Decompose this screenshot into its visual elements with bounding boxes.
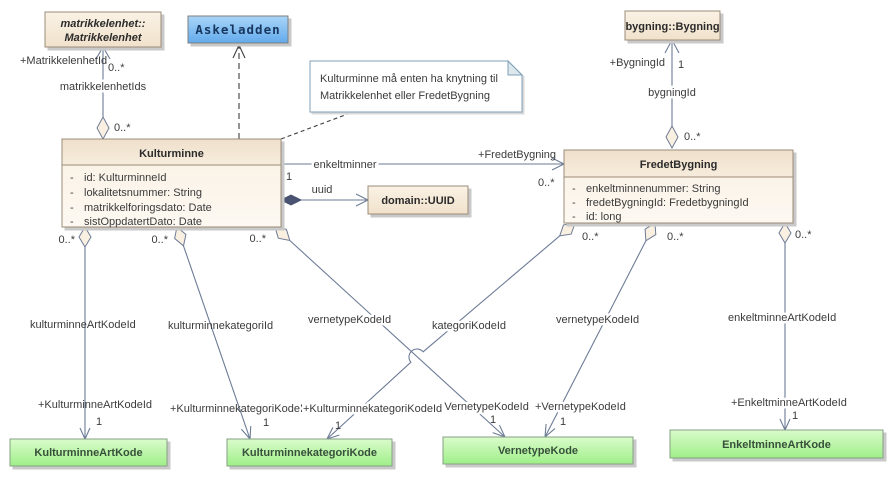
attribute-visibility: -: [572, 183, 576, 195]
class-name-line1: matrikkelenhet::: [60, 18, 146, 30]
role-label: +KulturminneArtKodeId: [38, 399, 153, 411]
class-name: KulturminneArtKode: [34, 447, 143, 459]
edge-name-label: vernetypeKodeId: [556, 314, 640, 326]
multiplicity-label: 1: [678, 59, 685, 71]
class-name: Kulturminne: [139, 148, 204, 160]
aggregation-diamond-icon: [275, 227, 290, 241]
aggregation-diamond-icon: [666, 126, 678, 148]
role-label: +KulturminnekategoriKodeId: [303, 403, 443, 415]
aggregation-diamond-icon: [97, 117, 109, 139]
class-name: EnkeltminneArtKode: [722, 439, 831, 451]
class-name: KulturminnekategoriKode: [241, 447, 378, 459]
attribute-visibility: -: [572, 211, 576, 223]
open-arrowhead-icon: [545, 424, 555, 437]
class-name: domain::UUID: [381, 195, 455, 207]
edge-kulturminneart: [30, 227, 152, 439]
attribute-visibility: -: [70, 172, 74, 184]
note-box[interactable]: [310, 61, 522, 112]
role-label: +VernetypeKodeId: [535, 401, 626, 413]
note-text-line1: Kulturminne må enten ha knytning til: [320, 73, 498, 85]
multiplicity-label: 0..*: [114, 122, 131, 134]
class-uuid[interactable]: [368, 186, 468, 214]
composition-diamond-icon: [281, 195, 301, 205]
role-label: +EnkeltminneArtKodeId: [731, 397, 847, 409]
multiplicity-label: 0..*: [667, 231, 684, 243]
multiplicity-label: 1: [335, 420, 342, 432]
aggregation-diamond-icon: [645, 223, 656, 241]
multiplicity-label: 0..*: [538, 177, 555, 189]
role-label: +FredetBygning: [478, 149, 556, 161]
note-text-line2: Matrikkelenhet eller FredetBygning: [320, 90, 490, 102]
class-matrikkelenhet[interactable]: [45, 12, 161, 47]
edge-vernetype-fredetbygning: [535, 223, 684, 437]
multiplicity-label: 1: [286, 171, 293, 183]
class-name: FredetBygning: [639, 159, 718, 171]
class-enkeltminneartkode[interactable]: [670, 430, 883, 458]
edge-name-label: kategoriKodeId: [432, 320, 506, 332]
node-label: Askeladden: [195, 22, 281, 37]
class-name: bygning::Bygning: [625, 21, 720, 33]
connector-line: [281, 112, 353, 139]
class-bygning[interactable]: [625, 11, 720, 40]
edge-name-label: enkeltminneArtKodeId: [728, 312, 837, 324]
attribute: fredetBygningId: FredetbygningId: [586, 197, 749, 209]
edge-name-label: vernetypeKodeId: [308, 314, 392, 326]
multiplicity-label: 0..*: [58, 234, 75, 246]
attribute: id: KulturminneId: [84, 172, 167, 184]
attribute-visibility: -: [572, 197, 576, 209]
node-askeladden[interactable]: [188, 16, 288, 43]
edge-name-label: uuid: [311, 184, 333, 196]
class-kulturminnekategorikode[interactable]: [227, 439, 392, 466]
class-kulturminneartkode[interactable]: [10, 439, 167, 466]
multiplicity-label: 1: [96, 416, 103, 428]
class-vernetypekode[interactable]: [443, 437, 633, 464]
class-kulturminne[interactable]: [62, 139, 281, 228]
edge-name-label: bygningId: [648, 87, 696, 99]
edge-kulturminnekategori: [151, 227, 309, 439]
attribute-visibility: -: [70, 216, 74, 228]
multiplicity-label: 1: [560, 416, 567, 428]
attribute-visibility: -: [70, 187, 74, 199]
attribute: matrikkelforingsdato: Date: [84, 202, 212, 214]
multiplicity-label: 1: [263, 417, 270, 429]
attribute: sistOppdatertDato: Date: [84, 216, 203, 228]
class-name: VernetypeKode: [497, 445, 579, 457]
edge-askeladden-dependency: [233, 45, 245, 139]
multiplicity-label: 1: [490, 414, 497, 426]
multiplicity-label: 0..*: [151, 234, 168, 246]
role-label: +VernetypeKodeId: [438, 401, 529, 413]
edge-uuid: [281, 184, 368, 206]
multiplicity-label: 1: [792, 410, 799, 422]
aggregation-diamond-icon: [79, 227, 91, 247]
multiplicity-label: 0..*: [684, 131, 701, 143]
multiplicity-label: 0..*: [108, 62, 125, 74]
note[interactable]: [310, 61, 522, 112]
edge-note-link: [281, 112, 353, 139]
multiplicity-label: 0..*: [249, 233, 266, 245]
note-fold-icon: [508, 61, 522, 75]
attribute: lokalitetsnummer: String: [84, 187, 202, 199]
aggregation-diamond-icon: [175, 227, 186, 246]
aggregation-diamond-icon: [779, 223, 791, 243]
edge-name-label: kulturminneArtKodeId: [30, 319, 136, 331]
role-label: +BygningId: [609, 57, 665, 69]
role-label: +MatrikkelenhetId: [20, 55, 108, 67]
edge-enkeltminneart: [728, 223, 847, 430]
edge-name-label: matrikkelenhetIds: [59, 81, 147, 93]
edge-enkeltminner: [281, 149, 564, 189]
role-label: +KulturminnekategoriKodeId: [170, 403, 310, 415]
attribute: enkeltminnenummer: String: [586, 183, 721, 195]
attribute: id: long: [586, 211, 622, 223]
multiplicity-label: 0..*: [795, 229, 812, 241]
class-fredetbygning[interactable]: [564, 150, 793, 223]
edge-matrikkelenhetids: [20, 47, 147, 139]
multiplicity-label: 0..*: [582, 231, 599, 243]
class-name-line2: Matrikkelenhet: [64, 32, 142, 44]
attribute-visibility: -: [70, 202, 74, 214]
edge-name-label: kulturminnekategoriId: [168, 320, 274, 332]
edge-name-label: enkeltminner: [313, 159, 377, 171]
edge-bygningid: [610, 40, 702, 148]
aggregation-diamond-icon: [560, 223, 575, 236]
